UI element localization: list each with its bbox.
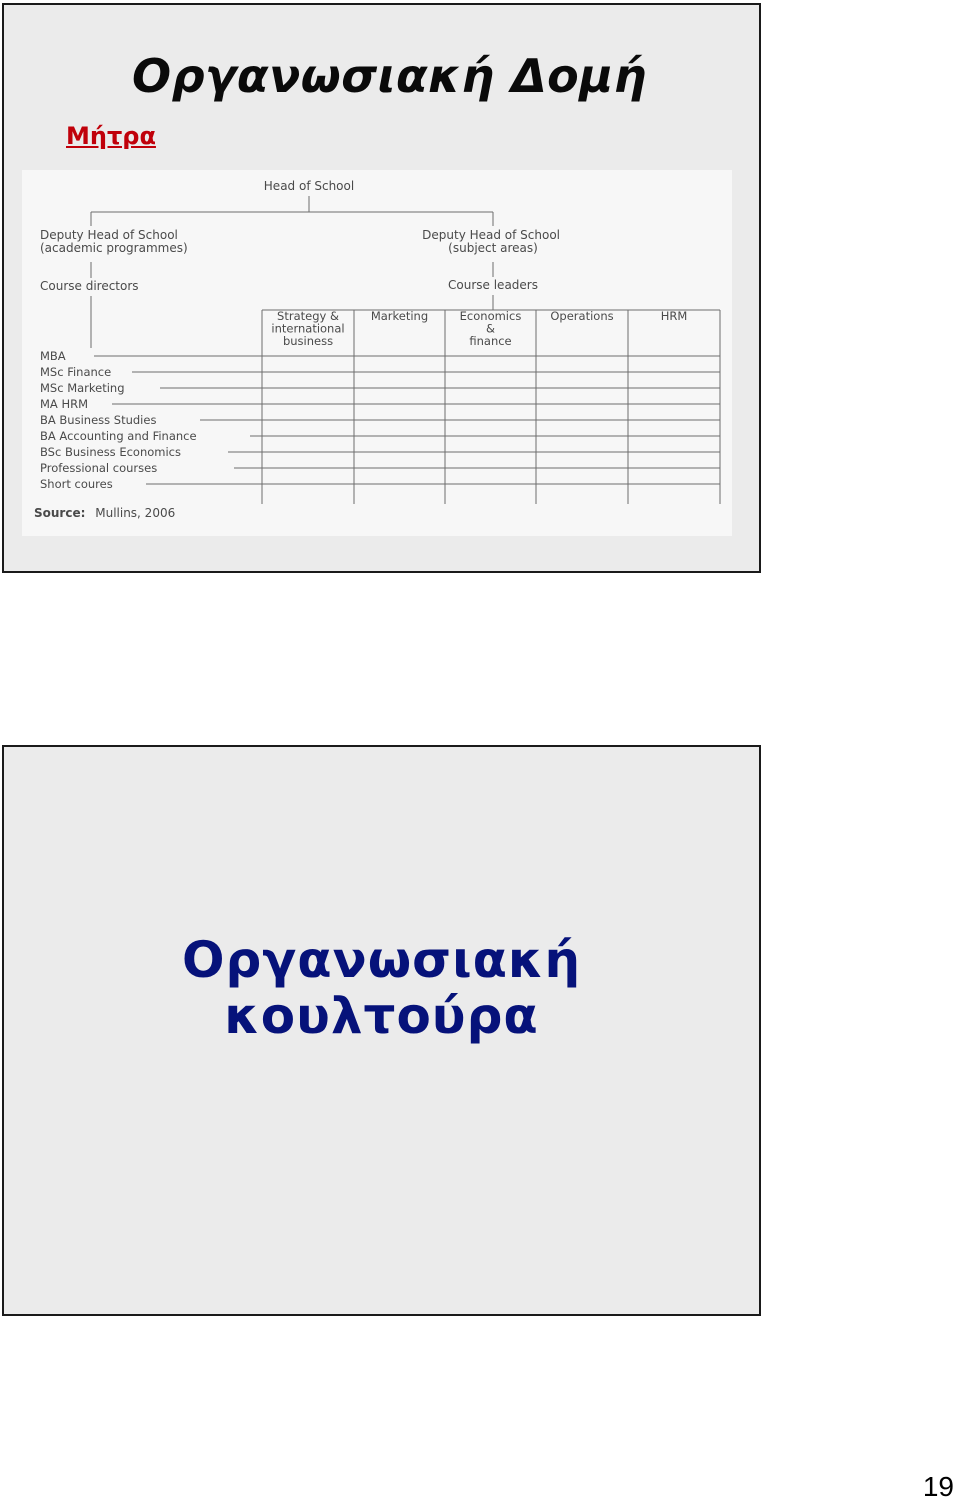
node-deputy-academic: Deputy Head of School (academic programmes) [40,228,188,255]
slide-organizational-culture [2,745,761,1316]
column-header: Strategy & international business [271,309,345,348]
node-deputy-subject: Deputy Head of School (subject areas) [422,228,561,255]
node-course-leaders: Course leaders [448,278,538,292]
column-header: Marketing [370,309,429,323]
programme-label: MSc Finance [40,365,112,379]
programme-label: MA HRM [40,397,89,411]
node-course-directors: Course directors [40,279,139,293]
title-line-2: κουλτούρα [224,987,539,1045]
matrix-structure-diagram [22,170,732,536]
programme-label: Professional courses [40,461,158,475]
programme-label: MSc Marketing [40,381,125,395]
node-head-of-school: Head of School [263,179,355,193]
slide-title: Οργανωσιακή Δομή [132,49,647,103]
page-number: 19 [922,1471,954,1502]
programme-label: Short coures [40,477,113,491]
column-header: HRM [660,309,688,323]
column-header: Operations [550,309,614,323]
programme-label: BA Accounting and Finance [40,429,197,443]
slide-subtitle: Μήτρα [66,122,156,150]
programme-label: MBA [40,349,66,363]
title-line-1: Οργανωσιακή [181,931,582,989]
slide-title-culture [4,932,759,1044]
column-header: Economics & finance [459,309,522,348]
slide-organizational-structure [2,3,761,573]
programme-label: BSc Business Economics [40,445,181,459]
programme-label: BA Business Studies [40,413,157,427]
diagram-source: Source: Mullins, 2006 [34,506,176,520]
